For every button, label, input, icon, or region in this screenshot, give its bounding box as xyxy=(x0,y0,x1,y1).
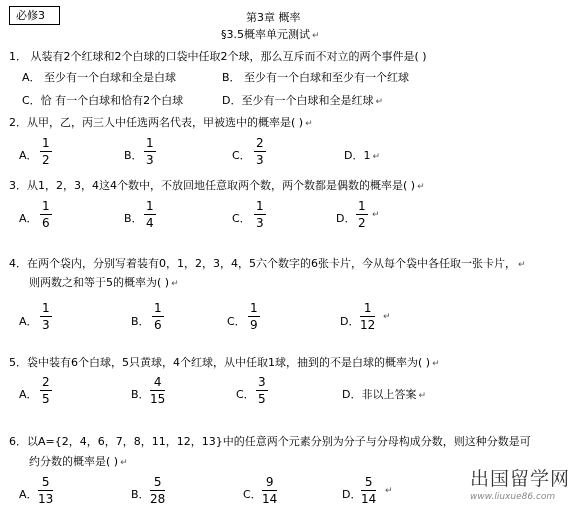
watermark-url: www.liuxue86.com xyxy=(469,492,556,502)
denominator: 6 xyxy=(42,216,50,230)
question-6-option-c-fraction xyxy=(262,476,277,505)
denominator: 3 xyxy=(146,153,154,167)
question-2-label-b: B． xyxy=(124,149,143,162)
numerator: 1 xyxy=(146,136,154,150)
question-3-option-b-fraction xyxy=(144,200,156,229)
question-4-option-d-fraction xyxy=(360,302,375,331)
question-2-label-a: A． xyxy=(19,149,38,162)
numerator: 1 xyxy=(42,301,50,315)
question-2-stem: 2．从甲，乙，丙三人中任选两名代表，甲被选中的概率是( ) ↵ xyxy=(9,116,313,129)
question-3-option-c-fraction xyxy=(254,200,266,229)
question-6-option-b-fraction xyxy=(150,476,165,505)
question-4-option-c-fraction xyxy=(248,302,260,331)
denominator: 2 xyxy=(358,216,366,230)
denominator: 3 xyxy=(256,153,264,167)
section-title: §3.5概率单元测试 ↵ xyxy=(221,28,320,41)
numerator: 9 xyxy=(262,476,277,491)
question-5-option-a-fraction xyxy=(40,376,52,405)
numerator: 1 xyxy=(250,301,258,315)
denominator: 5 xyxy=(42,392,50,406)
question-3-label-a: A． xyxy=(19,212,38,225)
question-3-option-d-fraction xyxy=(356,200,368,229)
numerator: 5 xyxy=(38,476,53,491)
question-2-option-a-fraction xyxy=(40,137,52,166)
numerator: 1 xyxy=(358,199,366,213)
question-5-option-b-fraction xyxy=(150,376,165,405)
numerator: 1 xyxy=(42,199,50,213)
question-2-label-c: C． xyxy=(232,149,251,162)
question-5-label-c: C． xyxy=(236,388,255,401)
denominator: 4 xyxy=(146,216,154,230)
question-4-stem-continued: 则两数之和等于5的概率为( ) ↵ xyxy=(29,276,179,289)
denominator: 13 xyxy=(38,492,54,506)
question-6-option-a-fraction xyxy=(38,476,53,505)
denominator: 3 xyxy=(256,216,264,230)
question-5-option-d: D．非以上答案 ↵ xyxy=(342,388,427,401)
denominator: 5 xyxy=(258,392,266,406)
return-mark: ↵ xyxy=(385,486,393,496)
numerator: 5 xyxy=(361,476,376,491)
question-2-option-d: D．1 ↵ xyxy=(344,149,381,162)
question-5-label-b: B． xyxy=(131,388,150,401)
question-4-label-a: A． xyxy=(19,315,38,328)
question-2-option-c-fraction xyxy=(254,137,266,166)
question-5-stem: 5．袋中装有6个白球，5只黄球，4个红球，从中任取1球，抽到的不是白球的概率为( ) ↵ xyxy=(9,356,440,369)
numerator: 1 xyxy=(360,302,375,317)
question-4-option-a-fraction xyxy=(40,302,52,331)
denominator: 12 xyxy=(360,318,376,332)
question-1-option-c: C．恰 有一个白球和恰有2个白球 xyxy=(22,94,184,107)
question-4-label-d: D． xyxy=(340,315,360,328)
denominator: 3 xyxy=(42,318,50,332)
question-6-label-d: D． xyxy=(342,488,362,501)
question-3-label-d: D． xyxy=(336,212,356,225)
question-3-stem: 3．从1，2，3，4这4个数中，不放回地任意取两个数，两个数都是偶数的概率是( ) ↵ xyxy=(9,179,425,192)
question-5-option-c-fraction xyxy=(256,376,268,405)
question-6-label-a: A． xyxy=(19,488,38,501)
question-2-option-b-fraction xyxy=(144,137,156,166)
return-mark: ↵ xyxy=(372,210,380,220)
numerator: 1 xyxy=(146,199,154,213)
required-course-tag: 必修3 xyxy=(9,6,60,25)
watermark-site-name: 出国留学网 xyxy=(469,468,570,490)
denominator: 14 xyxy=(361,492,377,506)
numerator: 5 xyxy=(150,476,165,491)
numerator: 4 xyxy=(150,376,165,391)
question-5-label-a: A． xyxy=(19,388,38,401)
question-4-label-c: C． xyxy=(227,315,246,328)
question-6-label-b: B． xyxy=(131,488,150,501)
denominator: 6 xyxy=(154,318,162,332)
chapter-title: 第3章 概率 xyxy=(246,11,301,24)
question-3-label-b: B． xyxy=(124,212,143,225)
question-6-option-d-fraction xyxy=(361,476,376,505)
numerator: 2 xyxy=(42,375,50,389)
return-mark: ↵ xyxy=(383,312,391,322)
denominator: 15 xyxy=(150,392,166,406)
question-6-stem: 6．以A={2，4，6，7，8，11，12，13}中的任意两个元素分别为分子与分母构成分数，则这种分数是可 xyxy=(9,435,531,448)
question-1-stem: 1． 从装有2个红球和2个白球的口袋中任取2个球，那么互斥而不对立的两个事件是( ) xyxy=(9,50,427,63)
numerator: 2 xyxy=(256,136,264,150)
denominator: 9 xyxy=(250,318,258,332)
question-1-option-d: D．至少有一个白球和全是红球 ↵ xyxy=(222,94,384,107)
numerator: 1 xyxy=(256,199,264,213)
question-6-stem-continued: 约分数的概率是( ) ↵ xyxy=(29,455,128,468)
numerator: 1 xyxy=(154,301,162,315)
question-4-label-b: B． xyxy=(131,315,150,328)
numerator: 3 xyxy=(258,375,266,389)
question-1-option-a: A． 至少有一个白球和全是白球 xyxy=(22,71,177,84)
question-4-option-b-fraction xyxy=(152,302,164,331)
denominator: 2 xyxy=(42,153,50,167)
denominator: 14 xyxy=(262,492,278,506)
question-4-stem: 4．在两个袋内，分别写着装有0，1，2，3，4，5六个数字的6张卡片，今从每个袋中各任取一张卡片， ↵ xyxy=(9,257,526,270)
question-3-option-a-fraction xyxy=(40,200,52,229)
question-1-option-b: B． 至少有一个白球和至少有一个红球 xyxy=(222,71,410,84)
question-6-label-c: C． xyxy=(243,488,262,501)
denominator: 28 xyxy=(150,492,166,506)
watermark xyxy=(470,464,570,502)
question-3-label-c: C． xyxy=(232,212,251,225)
numerator: 1 xyxy=(42,136,50,150)
